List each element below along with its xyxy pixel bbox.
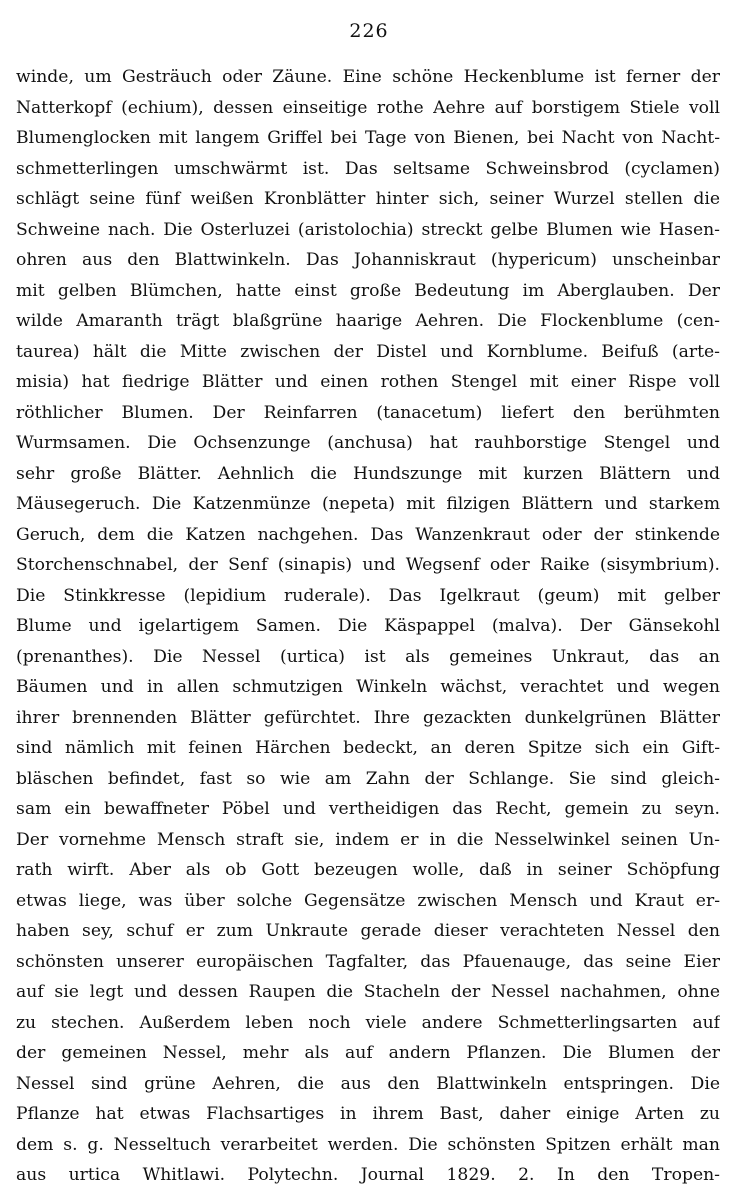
text-line: zu stechen. Außerdem leben noch viele andere Schmetterlingsarten auf (16, 1012, 720, 1033)
text-line: taurea) hält die Mitte zwischen der Distel und Kornblume. Beifuß (arte- (16, 341, 720, 362)
text-line: Natterkopf (echium), dessen einseitige rothe Aehre auf borstigem Stiele voll (16, 97, 720, 118)
text-line: Wurmsamen. Die Ochsenzunge (anchusa) hat rauhborstige Stengel und (16, 433, 720, 453)
text-line: schlägt seine fünf weißen Kronblätter hinter sich, seiner Wurzel stellen die (16, 189, 720, 209)
text-line: Die Stinkkresse (lepidium ruderale). Das Igelkraut (geum) mit gelber (16, 585, 720, 606)
text-line: mit gelben Blümchen, hatte einst große Bedeutung im Aberglauben. Der (16, 280, 720, 301)
text-line: misia) hat fiedrige Blätter und einen rothen Stengel mit einer Rispe voll (16, 372, 720, 392)
text-line: sind nämlich mit feinen Härchen bedeckt, an deren Spitze sich ein Gift- (16, 738, 720, 758)
text-line: ihrer brennenden Blätter gefürchtet. Ihre gezackten dunkelgrünen Blätter (16, 707, 720, 728)
text-line: winde, um Gesträuch oder Zäune. Eine schöne Heckenblume ist ferner der (16, 67, 720, 87)
text-line: Storchenschnabel, der Senf (sinapis) und Wegsenf oder Raike (sisymbrium). (16, 555, 720, 575)
text-line: dem s. g. Nesseltuch verarbeitet werden. Die schönsten Spitzen erhält man (16, 1134, 720, 1155)
text-line: schmetterlingen umschwärmt ist. Das seltsame Schweinsbrod (cyclamen) (16, 158, 720, 179)
text-line: sehr große Blätter. Aehnlich die Hundszunge mit kurzen Blättern und (16, 463, 720, 484)
text-line: sam ein bewaffneter Pöbel und vertheidigen das Recht, gemein zu seyn. (16, 799, 720, 819)
text-line: Blume und igelartigem Samen. Die Käspappel (malva). Der Gänsekohl (16, 616, 720, 636)
text-line: Der vornehme Mensch straft sie, indem er in die Nesselwinkel seinen Un- (16, 829, 720, 850)
text-line: Pflanze hat etwas Flachsartiges in ihrem Bast, daher einige Arten zu (16, 1104, 720, 1124)
text-line: aus urtica Whitlawi. Polytechn. Journal 1829. 2. In den Tropen- (16, 1165, 720, 1185)
text-line: bläschen befindet, fast so wie am Zahn der Schlange. Sie sind gleich- (16, 768, 720, 789)
text-line: rath wirft. Aber als ob Gott bezeugen wolle, daß in seiner Schöpfung (16, 860, 720, 880)
text-line: röthlicher Blumen. Der Reinfarren (tanacetum) liefert den berühmten (16, 402, 720, 423)
text-line: wilde Amaranth trägt blaßgrüne haarige Aehren. Die Flockenblume (cen- (16, 311, 720, 331)
text-line: Mäusegeruch. Die Katzenmünze (nepeta) mit filzigen Blättern und starkem (16, 494, 720, 514)
text-line: der gemeinen Nessel, mehr als auf andern Pflanzen. Die Blumen der (16, 1043, 720, 1063)
text-line: Geruch, dem die Katzen nachgehen. Das Wanzenkraut oder der stinkende (16, 524, 720, 545)
page-number: 226 (349, 20, 389, 42)
text-line: ohren aus den Blattwinkeln. Das Johanniskraut (hypericum) unscheinbar (16, 250, 720, 270)
text-line: Bäumen und in allen schmutzigen Winkeln wächst, verachtet und wegen (16, 677, 720, 697)
text-line: (prenanthes). Die Nessel (urtica) ist als gemeines Unkraut, das an (16, 646, 720, 667)
text-line: haben sey, schuf er zum Unkraute gerade dieser verachteten Nessel den (16, 921, 720, 941)
text-line: Nessel sind grüne Aehren, die aus den Blattwinkeln entspringen. Die (16, 1073, 720, 1094)
text-line: Blumenglocken mit langem Griffel bei Tage von Bienen, bei Nacht von Nacht- (16, 128, 720, 148)
text-line: Schweine nach. Die Osterluzei (aristolochia) streckt gelbe Blumen wie Hasen- (16, 219, 720, 240)
text-line: etwas liege, was über solche Gegensätze zwischen Mensch und Kraut er- (16, 890, 720, 911)
body-text (16, 62, 720, 1191)
text-line: schönsten unserer europäischen Tagfalter, das Pfauenauge, das seine Eier (16, 951, 720, 972)
text-line: auf sie legt und dessen Raupen die Stacheln der Nessel nachahmen, ohne (16, 982, 720, 1002)
